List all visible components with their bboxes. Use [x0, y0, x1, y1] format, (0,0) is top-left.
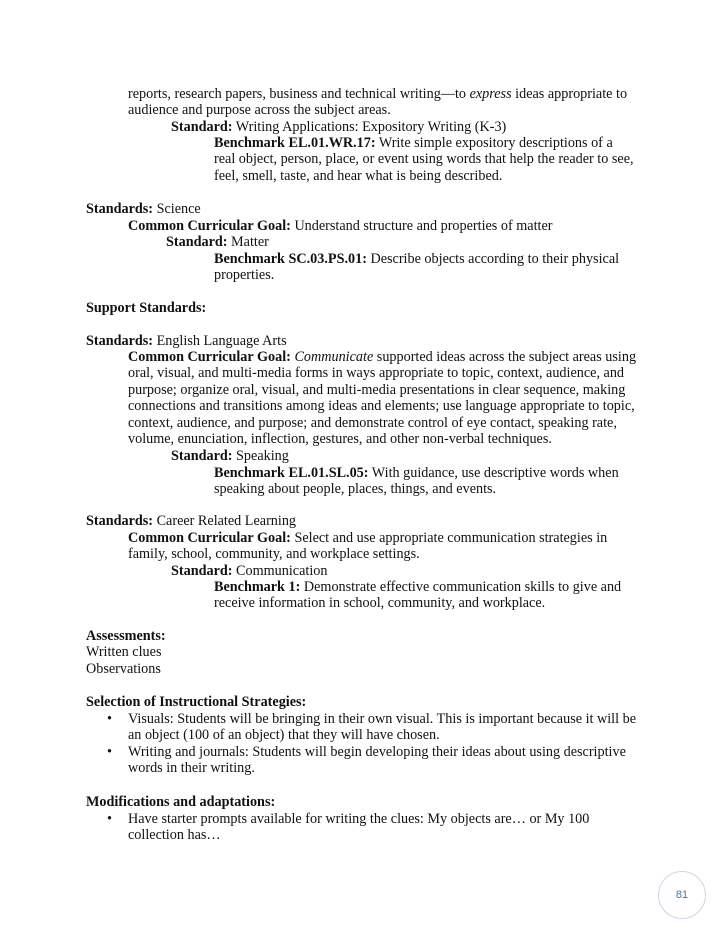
standards-label: Standards:: [86, 333, 154, 349]
standard-label: Standard:: [171, 563, 233, 579]
goal-text: Select and use appropriate communication strategies in: [290, 530, 608, 546]
bullet-icon: •: [107, 811, 112, 827]
goal-text: supported ideas across the subject areas using: [373, 349, 637, 365]
intro-text: reports, research papers, business and technical writing—to: [128, 86, 470, 102]
goal-text: purpose; organize oral, visual, and multi-media presentations in clear sequence, making: [128, 381, 626, 398]
strategies-list: [107, 711, 688, 777]
bullet-icon: •: [107, 711, 112, 727]
ela-benchmark: [214, 465, 619, 498]
support-standards-heading: Support Standards:: [86, 300, 207, 316]
career-benchmark: [214, 579, 621, 612]
ela-standard: [171, 448, 289, 464]
list-item-text: an object (100 of an object) that they will have chosen.: [128, 727, 440, 744]
science-standard: [166, 234, 269, 250]
benchmark-label: Benchmark EL.01.WR.17:: [214, 135, 376, 151]
standard-text: Matter: [227, 234, 269, 250]
standards-subject: English Language Arts: [153, 333, 287, 349]
assessment-item: Observations: [86, 660, 161, 677]
benchmark-text: Describe objects according to their physical: [366, 251, 620, 267]
benchmark-label: Benchmark EL.01.SL.05:: [214, 465, 369, 481]
goal-label: Common Curricular Goal:: [128, 218, 291, 234]
science-benchmark: [214, 251, 619, 284]
benchmark-text: Demonstrate effective communication skills to give and: [300, 579, 622, 595]
career-standard: [171, 563, 327, 579]
benchmark-label: Benchmark SC.03.PS.01:: [214, 251, 367, 267]
goal-label: Common Curricular Goal:: [128, 349, 291, 365]
science-goal: [128, 218, 552, 234]
ela-goal: [128, 349, 636, 447]
list-item: [107, 811, 688, 844]
strategies-heading: Selection of Instructional Strategies:: [86, 694, 307, 710]
standard-label: Standard:: [166, 234, 228, 250]
modifications-list: [107, 811, 688, 844]
benchmark-text: With guidance, use descriptive words when: [368, 465, 619, 481]
goal-text: connections and transitions among ideas and elements; use language appropriate to topic,: [128, 398, 635, 415]
writing-standard: [171, 119, 506, 135]
intro-line-1: [128, 86, 627, 102]
goal-label: Common Curricular Goal:: [128, 530, 291, 546]
goal-text: Understand structure and properties of matter: [290, 218, 553, 234]
science-standards: [86, 201, 201, 217]
benchmark-text: properties.: [214, 267, 275, 284]
intro-text: ideas appropriate to: [511, 86, 628, 102]
list-item: [107, 743, 688, 777]
benchmark-text: real object, person, place, or event using words that help the reader to see,: [214, 151, 634, 168]
goal-text: oral, visual, and multi-media forms in ways appropriate to topic, context, audience, and: [128, 365, 625, 382]
career-standards: [86, 513, 296, 529]
list-item-text: collection has…: [128, 827, 221, 844]
goal-text: context, audience, and purpose; and demonstrate control of eye contact, speaking rate,: [128, 414, 617, 431]
benchmark-text: speaking about people, places, things, and events.: [214, 481, 497, 498]
list-item-text: words in their writing.: [128, 760, 255, 777]
benchmark-label: Benchmark 1:: [214, 579, 301, 595]
career-goal: [128, 530, 607, 563]
list-item: [107, 711, 688, 744]
standards-subject: Science: [153, 201, 201, 217]
standard-label: Standard:: [171, 119, 233, 135]
goal-text: family, school, community, and workplace settings.: [128, 546, 420, 563]
bullet-icon: •: [107, 743, 112, 760]
intro-paragraph: [128, 86, 627, 119]
assessments-heading: Assessments:: [86, 628, 166, 644]
ela-standards: [86, 333, 287, 349]
standard-text: Speaking: [232, 448, 289, 464]
list-item-text: Have starter prompts available for writing the clues: My objects are… or My 100: [128, 811, 590, 827]
benchmark-text: Write simple expository descriptions of a: [375, 135, 613, 151]
list-item-text: Writing and journals: Students will begin developing their ideas about using descriptive: [128, 743, 626, 760]
list-item-text: Visuals: Students will be bringing in their own visual. This is important because it will be: [128, 711, 637, 727]
assessments-section: [86, 628, 166, 677]
intro-emphasis: express: [469, 86, 512, 102]
benchmark-text: feel, smell, taste, and hear what is being described.: [214, 167, 503, 184]
assessment-item: Written clues: [86, 644, 162, 661]
standards-subject: Career Related Learning: [153, 513, 297, 529]
standards-label: Standards:: [86, 513, 154, 529]
page-number: 81: [658, 871, 706, 919]
goal-emphasis: Communicate: [294, 349, 374, 365]
standard-label: Standard:: [171, 448, 233, 464]
standards-label: Standards:: [86, 201, 154, 217]
standard-text: Communication: [232, 563, 328, 579]
intro-line-2: audience and purpose across the subject areas.: [128, 102, 391, 119]
modifications-heading: Modifications and adaptations:: [86, 794, 276, 810]
standard-text: Writing Applications: Expository Writing (K-3): [232, 119, 507, 135]
goal-text: volume, enunciation, inflection, gestures, and other non-verbal techniques.: [128, 431, 552, 448]
benchmark-text: receive information in school, community, and workplace.: [214, 595, 546, 612]
writing-benchmark: [214, 135, 634, 184]
